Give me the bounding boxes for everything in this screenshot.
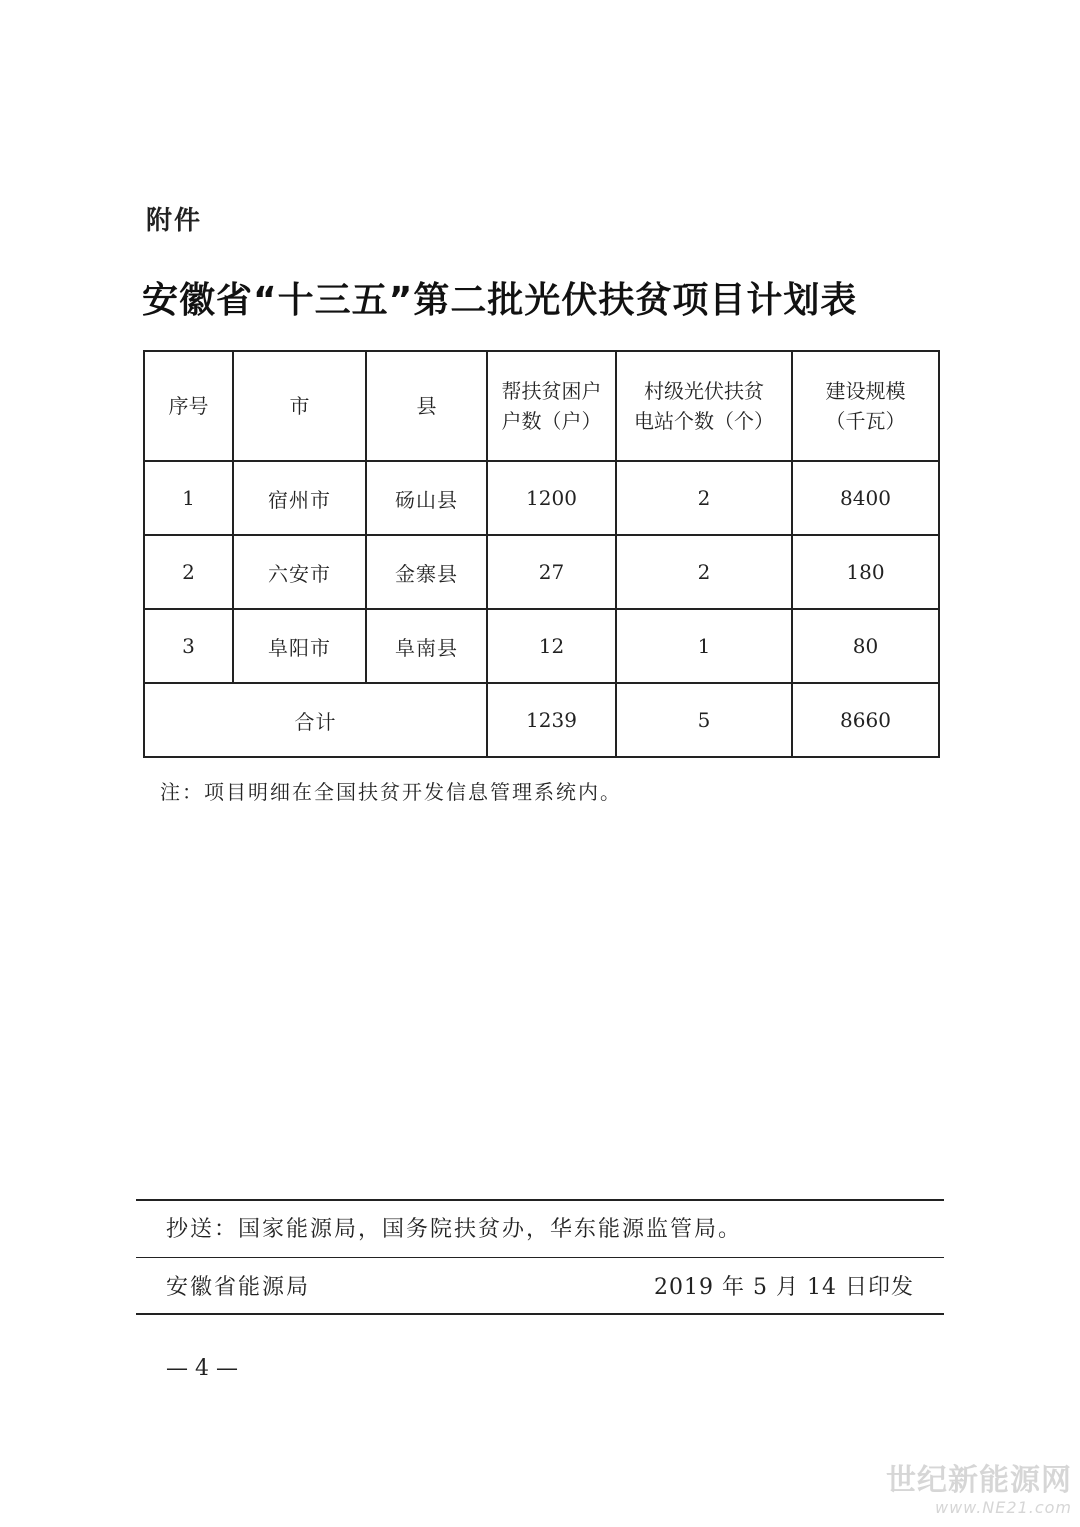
header-scale	[792, 351, 939, 461]
header-county: 县	[366, 351, 487, 461]
cell-county: 金寨县	[366, 535, 487, 609]
cell-households: 1200	[487, 461, 616, 535]
cell-county: 阜南县	[366, 609, 487, 683]
cell-stations: 2	[616, 535, 792, 609]
project-plan-table	[143, 350, 940, 758]
cell-total-stations: 5	[616, 683, 792, 757]
header-households	[487, 351, 616, 461]
attachment-label: 附件	[146, 206, 203, 236]
table-total-row	[144, 683, 939, 757]
table-header-row	[144, 351, 939, 461]
cc-recipients: 抄送：国家能源局，国务院扶贫办，华东能源监管局。	[166, 1217, 743, 1242]
header-city: 市	[233, 351, 366, 461]
page-number: — 4 —	[166, 1356, 238, 1381]
cell-total-households: 1239	[487, 683, 616, 757]
cell-total-scale: 8660	[792, 683, 939, 757]
header-stations-line1: 村级光伏扶贫	[644, 379, 764, 403]
table-note: 注：项目明细在全国扶贫开发信息管理系统内。	[160, 780, 622, 804]
watermark-url: www.NE21.com	[934, 1498, 1072, 1517]
footer-divider-bottom	[136, 1313, 944, 1315]
cell-city: 宿州市	[233, 461, 366, 535]
cell-stations: 1	[616, 609, 792, 683]
header-households-line1: 帮扶贫困户	[501, 379, 602, 403]
site-watermark	[886, 1464, 1072, 1517]
cell-seq: 2	[144, 535, 233, 609]
cell-city: 阜阳市	[233, 609, 366, 683]
header-scale-line2: （千瓦）	[825, 409, 906, 433]
cell-scale: 180	[792, 535, 939, 609]
cell-scale: 80	[792, 609, 939, 683]
header-households-line2: 户数（户）	[501, 409, 602, 433]
table-row	[144, 609, 939, 683]
document-title: 安徽省“十三五”第二批光伏扶贫项目计划表	[142, 280, 858, 321]
cell-city: 六安市	[233, 535, 366, 609]
cell-households: 27	[487, 535, 616, 609]
issuing-authority: 安徽省能源局	[166, 1275, 311, 1300]
issue-date: 2019 年 5 月 14 日印发	[654, 1275, 914, 1300]
cell-seq: 1	[144, 461, 233, 535]
footer-divider-middle	[136, 1257, 944, 1258]
cell-total-label: 合计	[144, 683, 487, 757]
watermark-name: 世纪新能源网	[886, 1463, 1072, 1498]
cell-seq: 3	[144, 609, 233, 683]
header-stations	[616, 351, 792, 461]
header-seq: 序号	[144, 351, 233, 461]
cell-stations: 2	[616, 461, 792, 535]
table-row	[144, 535, 939, 609]
header-stations-line2: 电站个数（个）	[634, 409, 774, 433]
table-row	[144, 461, 939, 535]
footer-divider-top	[136, 1199, 944, 1201]
header-scale-line1: 建设规模	[825, 379, 906, 403]
cell-county: 砀山县	[366, 461, 487, 535]
cell-scale: 8400	[792, 461, 939, 535]
cell-households: 12	[487, 609, 616, 683]
